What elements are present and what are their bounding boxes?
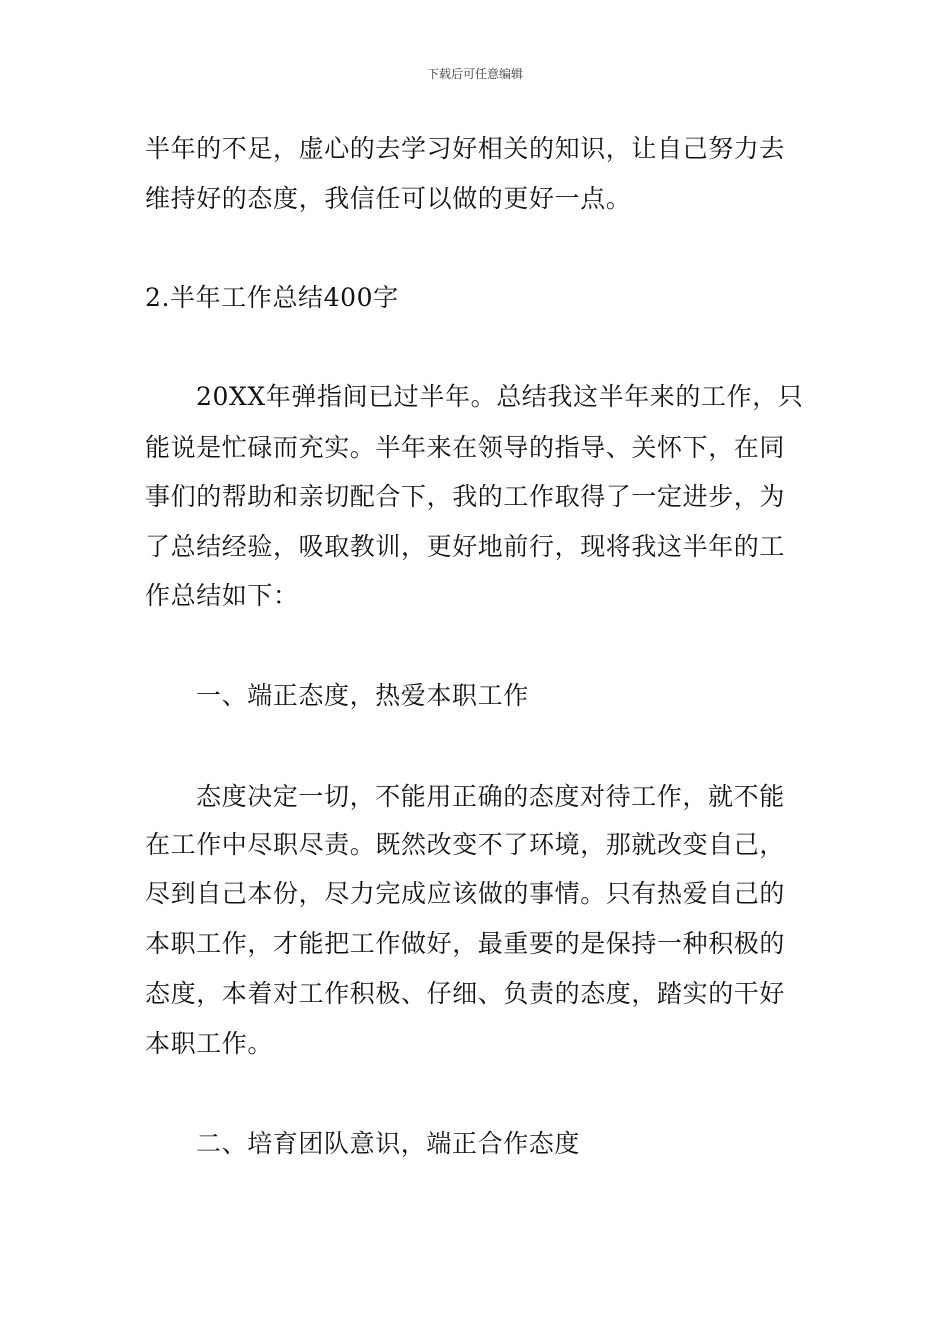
page-header-note: 下载后可任意编辑 [426,67,523,81]
paragraph-line: 态度，本着对工作积极、仔细、负责的态度，踏实的干好 [145,979,786,1008]
paragraph-line: 本职工作。 [145,1029,274,1058]
paragraph-line: 半年的不足，虚心的去学习好相关的知识，让自己努力去 [145,134,786,163]
paragraph-line: 尽到自己本份，尽力完成应该做的事情。只有热爱自己的 [145,879,786,908]
paragraph-line: 了总结经验，吸取教训，更好地前行，现将我这半年的工 [145,532,786,561]
paragraph-line: 在工作中尽职尽责。既然改变不了环境，那就改变自己， [145,830,786,859]
section-heading: 2.半年工作总结400字 [145,283,399,312]
paragraph-line: 态度决定一切，不能用正确的态度对待工作，就不能 [196,782,785,811]
paragraph-line: 作总结如下： [145,581,299,610]
paragraph-line: 能说是忙碌而充实。半年来在领导的指导、关怀下，在同 [145,433,786,462]
subsection-heading: 一、端正态度，热爱本职工作 [196,681,529,710]
paragraph-line: 事们的帮助和亲切配合下，我的工作取得了一定进步，为 [145,482,786,511]
paragraph-line: 维持好的态度，我信任可以做的更好一点。 [145,184,632,213]
subsection-heading: 二、培育团队意识，端正合作态度 [196,1129,581,1158]
paragraph-line: 本职工作，才能把工作做好，最重要的是保持一种积极的 [145,929,786,958]
paragraph-line: 20XX年弹指间已过半年。总结我这半年来的工作，只 [196,382,804,411]
